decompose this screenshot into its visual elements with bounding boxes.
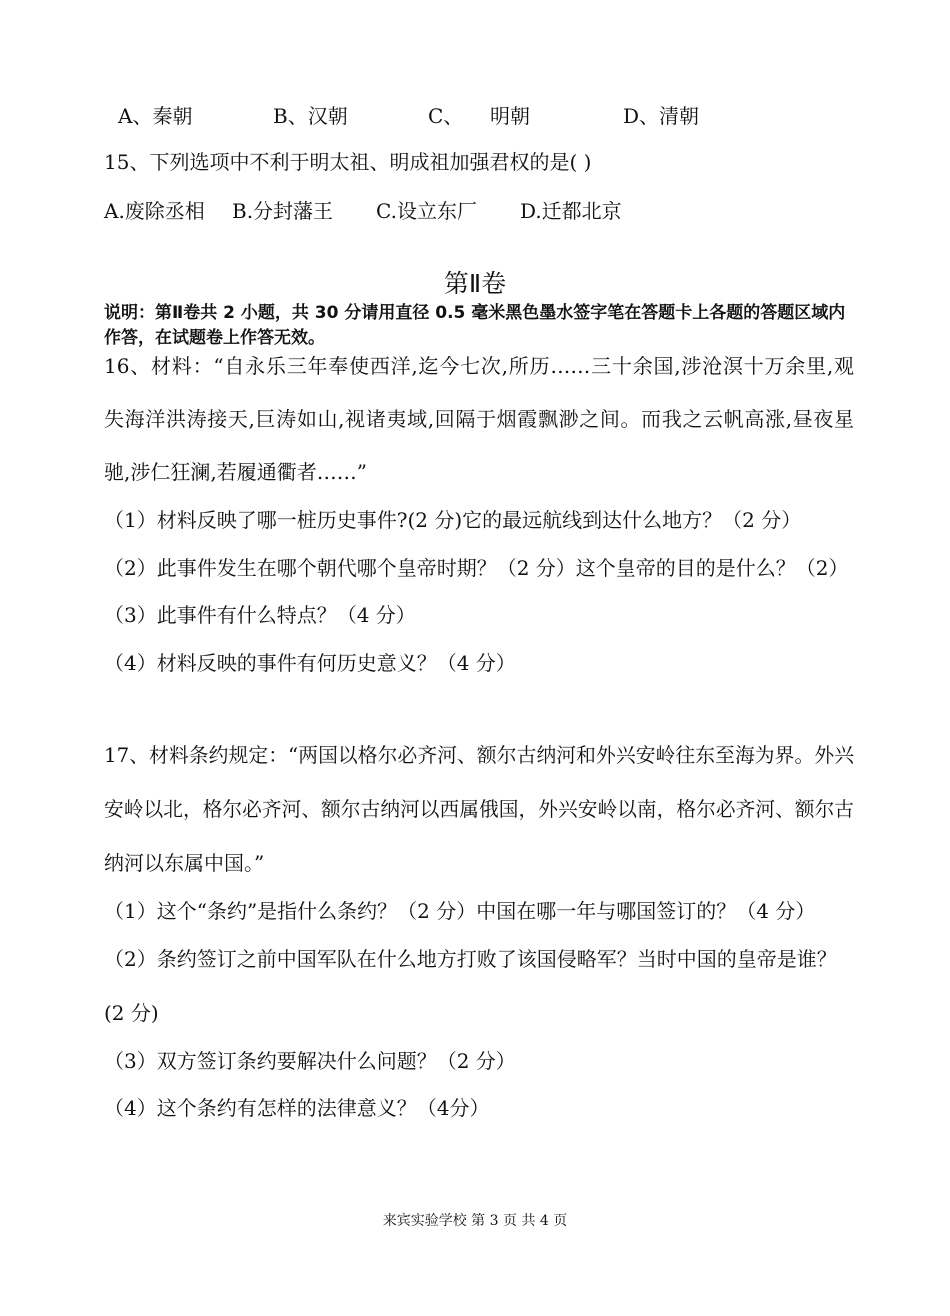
q16-question-1: （1）材料反映了哪一桩历史事件?(2 分)它的最远航线到达什么地方？（2 分） xyxy=(104,508,802,532)
q15-stem: 15、下列选项中不利于明太祖、明成祖加强君权的是( ) xyxy=(104,150,592,174)
section-note-line-2: 作答，在试题卷上作答无效。 xyxy=(104,328,325,348)
q14-option-b: B、汉朝 xyxy=(273,104,348,128)
q17-material-line-1: 17、材料条约规定：“两国以格尔必齐河、额尔古纳河和外兴安岭往东至海为界。外兴 xyxy=(104,744,854,767)
q14-option-a: A、秦朝 xyxy=(118,104,193,128)
q16-material-line-3: 驰,涉仁狂澜,若履通衢者……” xyxy=(104,460,367,484)
q14-option-c-label: C、 xyxy=(428,104,464,128)
q17-material-line-3: 纳河以东属中国。” xyxy=(104,851,265,875)
q15-option-b: B.分封藩王 xyxy=(232,199,334,223)
q14-option-d: D、清朝 xyxy=(623,104,700,128)
section-note-line-1: 说明：第Ⅱ卷共 2 小题，共 30 分请用直径 0.5 毫米黑色墨水签字笔在答题卡上各题的答题区域内 xyxy=(104,303,846,323)
q14-option-c-text: 明朝 xyxy=(490,104,530,128)
q16-material-line-2: 失海洋洪涛接天,巨涛如山,视诸夷域,回隔于烟霞飘渺之间。而我之云帆高涨,昼夜星 xyxy=(104,407,854,431)
q15-option-d: D.迁都北京 xyxy=(520,199,622,223)
q16-material-line-1: 16、材料：“自永乐三年奉使西洋,迄今七次,所历……三十余国,涉沧溟十万余里,观 xyxy=(104,354,854,378)
q15-option-c: C.设立东厂 xyxy=(376,199,477,223)
q15-option-a: A.废除丞相 xyxy=(104,199,205,223)
q16-question-2: （2）此事件发生在哪个朝代哪个皇帝时期？（2 分）这个皇帝的目的是什么？（2） xyxy=(104,556,849,580)
q16-question-4: （4）材料反映的事件有何历史意义？（4 分） xyxy=(104,651,516,675)
q17-question-1: （1）这个“条约”是指什么条约？（2 分）中国在哪一年与哪国签订的？（4 分） xyxy=(104,899,816,923)
section-title: 第Ⅱ卷 xyxy=(443,269,507,298)
q17-question-3: （3）双方签订条约要解决什么问题？（2 分） xyxy=(104,1049,516,1073)
q16-question-3: （3）此事件有什么特点？（4 分） xyxy=(104,603,416,627)
q17-question-4: （4）这个条约有怎样的法律意义？（4分） xyxy=(104,1096,490,1120)
q17-question-2-score: (2 分) xyxy=(104,1001,159,1025)
page-footer: 来宾实验学校 第 3 页 共 4 页 xyxy=(382,1213,568,1229)
q17-material-line-2: 安岭以北，格尔必齐河、额尔古纳河以西属俄国，外兴安岭以南，格尔必齐河、额尔古 xyxy=(104,798,854,821)
q17-question-2: （2）条约签订之前中国军队在什么地方打败了该国侵略军？当时中国的皇帝是谁？ xyxy=(104,947,837,971)
